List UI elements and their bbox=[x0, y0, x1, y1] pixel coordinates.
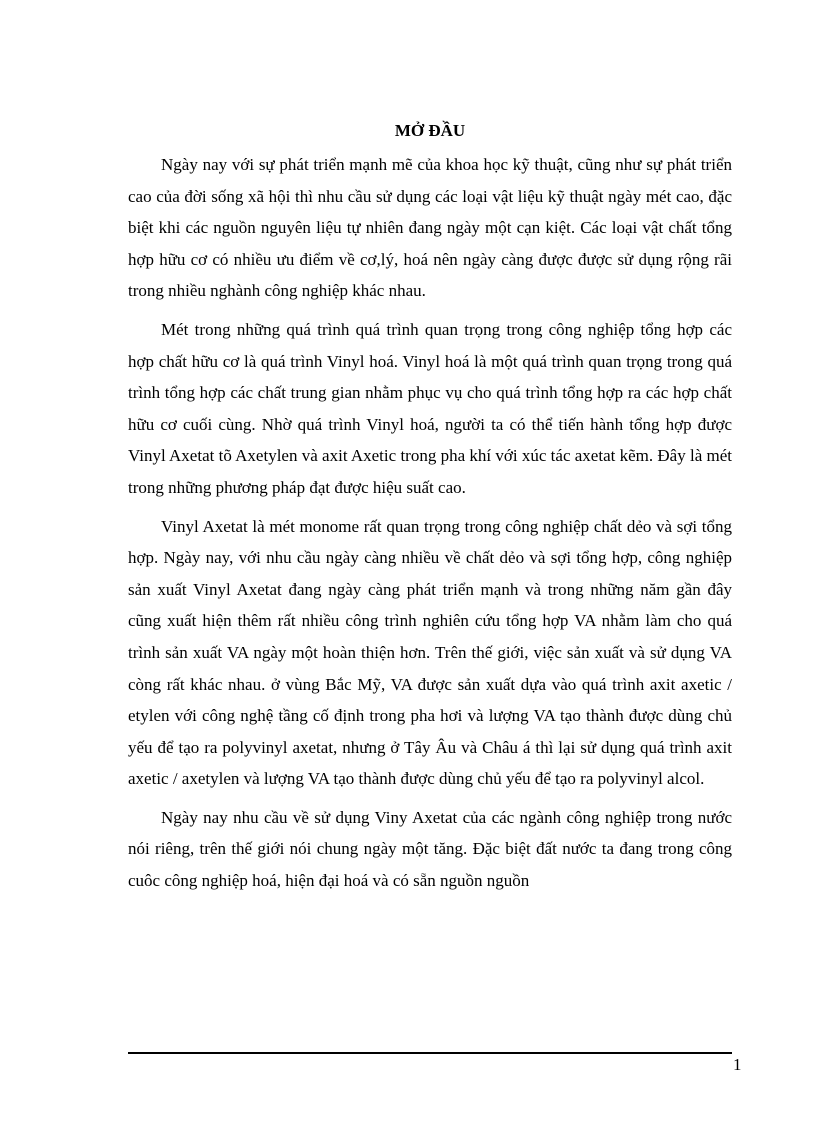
page-title: MỞ ĐẦU bbox=[394, 121, 466, 140]
paragraph-4: Ngày nay nhu cầu về sử dụng Viny Axetat của các ngành công nghiệp trong nước nói riêng, trên thế giới nói chung ngày một tăng. Đặc biệt đất nước ta đang trong công cuôc công nghiệp hoá, hiện đại hoá và có sẵn nguồn nguồn bbox=[128, 807, 732, 891]
footer-divider bbox=[128, 1052, 732, 1054]
paragraph-2: Mét trong những quá trình quá trình quan trọng trong công nghiệp tổng hợp các hợp chất hữu cơ là quá trình Vinyl hoá. Vinyl hoá là một quá trình quan trọng trong quá trình tổng hợp các chất trung gian nhằm phục vụ cho quá trình tổng hợp ra các hợp chất hữu cơ cuối cùng. Nhờ quá trình Vinyl hoá, người ta có thể tiến hành tổng hợp được Vinyl Axetat tõ Axetylen và axit Axetic trong pha khí với xúc tác axetat kẽm. Đây là mét trong những phương pháp đạt được hiệu suất cao. bbox=[128, 319, 732, 497]
paragraph-1: Ngày nay với sự phát triển mạnh mẽ của khoa học kỹ thuật, cũng như sự phát triển cao của đời sống xã hội thì nhu cầu sử dụng các loại vật liệu kỹ thuật ngày mét cao, đặc biệt khi các nguồn nguyên liệu tự nhiên đang ngày một cạn kiệt. Các loại vật chất tổng hợp hữu cơ có nhiều ưu điểm về cơ,lý, hoá nên ngày càng được được sử dụng rộng rãi trong nhiều nghành công nghiệp khác nhau. bbox=[128, 155, 732, 301]
paragraph-3: Vinyl Axetat là mét monome rất quan trọng trong công nghiệp chất dẻo và sợi tổng hợp. Ngày nay, với nhu cầu ngày càng nhiều về chất dẻo và sợi tổng hợp, công nghiệp sản xuất Vinyl Axetat đang ngày càng phát triển mạnh và trong những năm gần đây cũng xuất hiện thêm rất nhiều công trình nghiên cứu tổng hợp VA nhằm làm cho quá trình sản xuất VA ngày một hoàn thiện hơn. Trên thế giới, việc sản xuất và sử dụng VA còng rất khác nhau. ở vùng Bắc Mỹ, VA được sản xuất dựa vào quá trình axit axetic / etylen với công nghệ tầng cố định trong pha hơi và lượng VA tạo thành được dùng chủ yếu để tạo ra polyvinyl axetat, nhưng ở Tây Âu và Châu á thì lại sử dụng quá trình axit axetic / axetylen và lượng VA tạo thành được dùng chủ yếu để tạo ra polyvinyl alcol. bbox=[128, 516, 732, 789]
page-body bbox=[128, 116, 732, 904]
page-number: 1 bbox=[733, 1055, 742, 1074]
